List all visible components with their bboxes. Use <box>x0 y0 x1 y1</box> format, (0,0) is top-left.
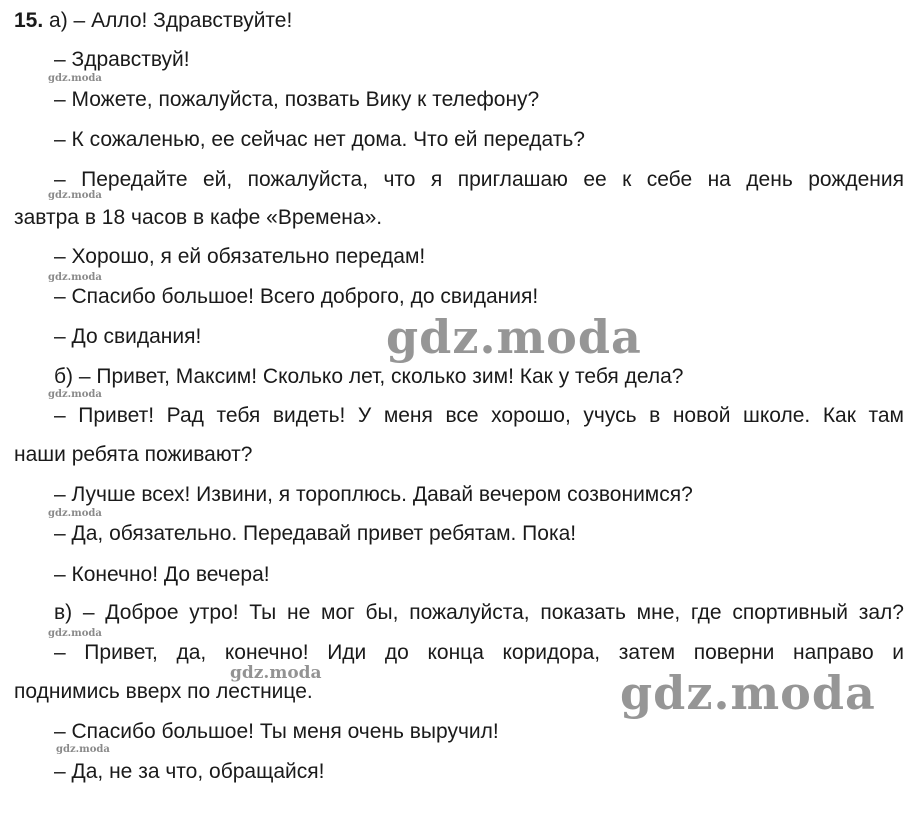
dialogue-line-18: поднимись вверх по лестнице. <box>14 680 313 703</box>
exercise-number: 15. <box>14 9 44 32</box>
watermark-small: gdz.moda <box>48 389 102 400</box>
watermark-small: gdz.moda <box>48 272 102 283</box>
dialogue-line-9: – До свидания! <box>54 325 202 348</box>
dialogue-line-14: – Да, обязательно. Передавай привет ребятам. Пока! <box>54 522 577 545</box>
dialogue-line-12: наши ребята поживают? <box>14 443 253 466</box>
watermark-large: gdz.moda <box>386 310 642 364</box>
dialogue-line-3: – Можете, пожалуйста, позвать Вику к телефону? <box>54 88 540 111</box>
watermark-small: gdz.moda <box>56 744 110 755</box>
dialogue-line-6: завтра в 18 часов в кафе «Времена». <box>14 206 383 229</box>
watermark-small: gdz.moda <box>48 73 102 84</box>
dialogue-line-11: – Привет! Рад тебя видеть! У меня все хорошо, учусь в новой школе. Как там <box>54 404 904 427</box>
watermark-small: gdz.moda <box>48 508 102 519</box>
dialogue-line-17: – Привет, да, конечно! Иди до конца коридора, затем поверни направо и <box>54 641 904 664</box>
dialogue-line-16: в) – Доброе утро! Ты не мог бы, пожалуйста, показать мне, где спортивный зал? <box>54 601 904 624</box>
dialogue-line-1 <box>14 8 292 34</box>
watermark-large: gdz.moda <box>620 666 876 720</box>
watermark-medium: gdz.moda <box>230 663 322 683</box>
dialogue-line-5: – Передайте ей, пожалуйста, что я приглашаю ее к себе на день рождения <box>54 168 904 191</box>
dialogue-line-1-text: а) – Алло! Здравствуйте! <box>49 9 293 32</box>
dialogue-line-2: – Здравствуй! <box>54 48 190 71</box>
dialogue-line-7: – Хорошо, я ей обязательно передам! <box>54 245 426 268</box>
dialogue-line-8: – Спасибо большое! Всего доброго, до свидания! <box>54 285 539 308</box>
dialogue-line-20: – Да, не за что, обращайся! <box>54 760 325 783</box>
watermark-small: gdz.moda <box>48 628 102 639</box>
dialogue-line-4: – К сожаленью, ее сейчас нет дома. Что ей передать? <box>54 128 585 151</box>
watermark-small: gdz.moda <box>48 190 102 201</box>
dialogue-line-10: б) – Привет, Максим! Сколько лет, сколько зим! Как у тебя дела? <box>54 365 684 388</box>
dialogue-line-19: – Спасибо большое! Ты меня очень выручил! <box>54 720 499 743</box>
dialogue-line-15: – Конечно! До вечера! <box>54 563 270 586</box>
dialogue-line-13: – Лучше всех! Извини, я тороплюсь. Давай вечером созвонимся? <box>54 483 693 506</box>
